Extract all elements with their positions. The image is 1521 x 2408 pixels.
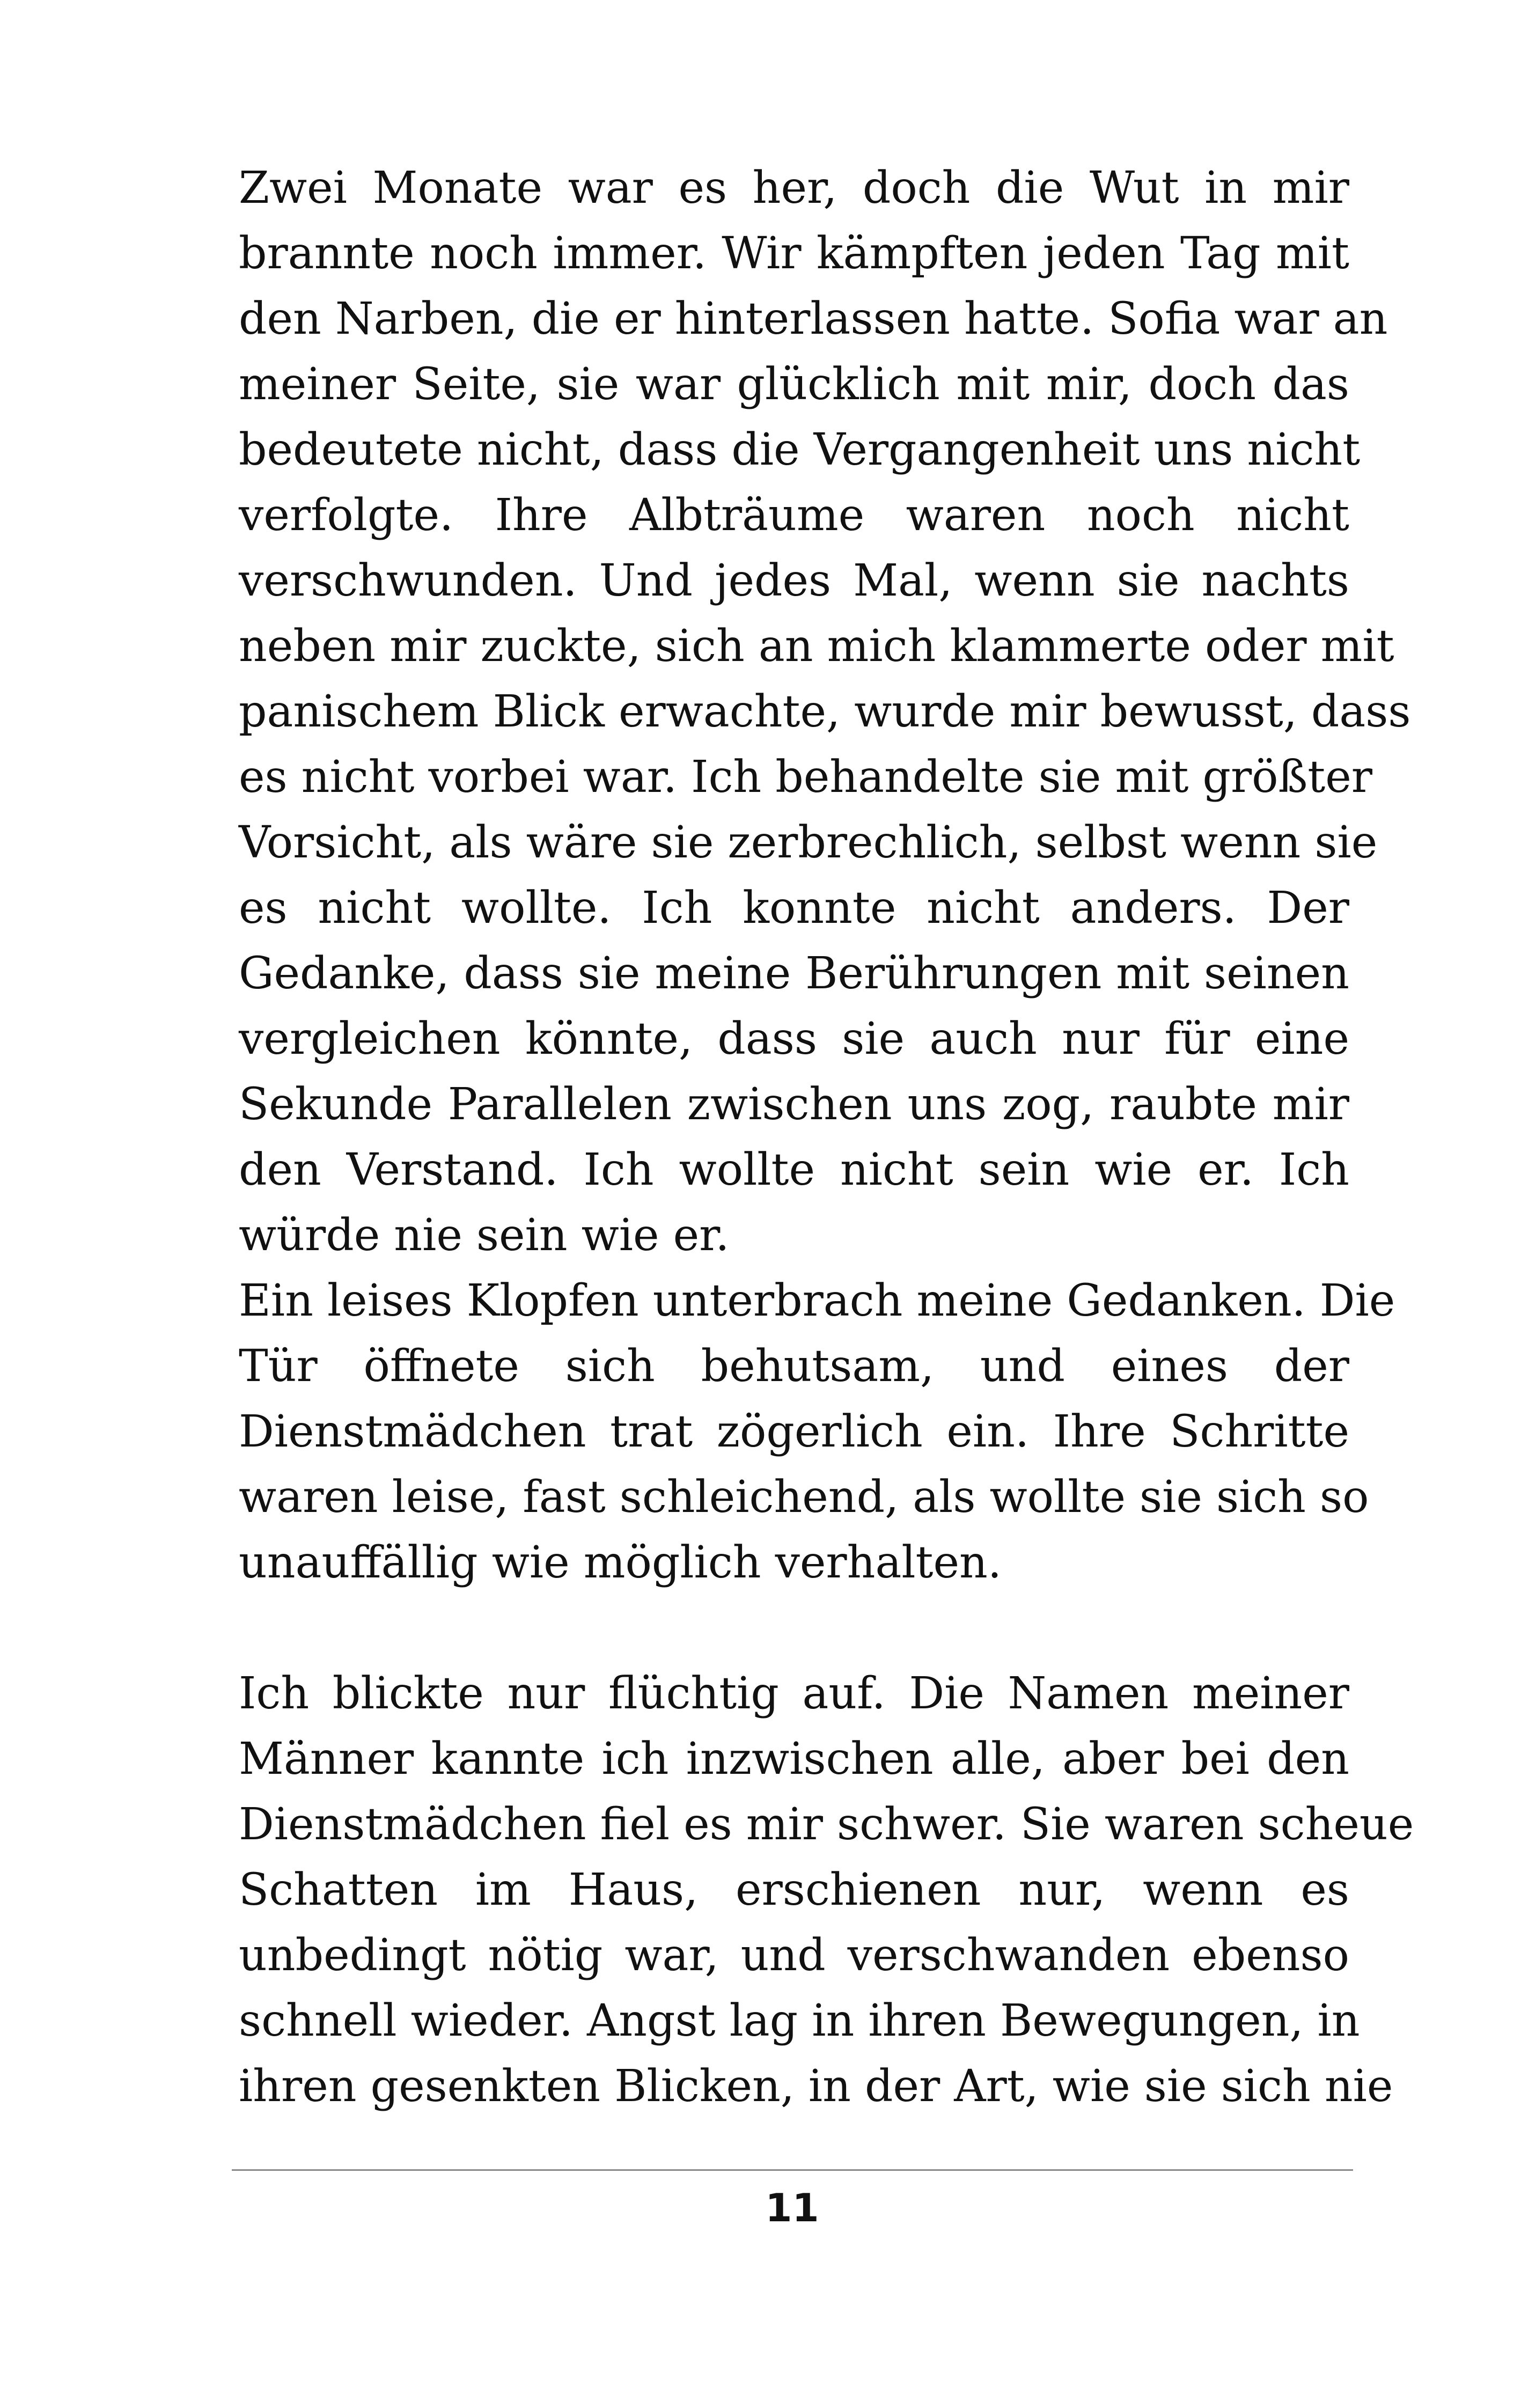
text-line: unauffällig wie möglich verhalten. [239, 1537, 1002, 1588]
text-line: Ich blickte nur flüchtig auf. Die Namen meiner [239, 1668, 1349, 1719]
text-line: waren leise, fast schleichend, als wollte sie sich so [239, 1472, 1369, 1523]
paragraph-gap [239, 1596, 1349, 1661]
text-line: Sekunde Parallelen zwischen uns zog, raubte mir [239, 1079, 1349, 1130]
text-line: Zwei Monate war es her, doch die Wut in mir [239, 163, 1349, 214]
text-line: verfolgte. Ihre Albträume waren noch nicht [239, 490, 1349, 541]
text-line: neben mir zuckte, sich an mich klammerte oder mit [239, 621, 1394, 672]
text-line: brannte noch immer. Wir kämpften jeden Tag mit [239, 228, 1349, 279]
text-line: es nicht wollte. Ich konnte nicht anders. Der [239, 883, 1349, 934]
footer-divider [232, 2169, 1353, 2171]
text-line: den Verstand. Ich wollte nicht sein wie er. Ich [239, 1144, 1349, 1195]
body-text [239, 156, 1414, 2119]
text-line: Ein leises Klopfen unterbrach meine Gedanken. Die [239, 1275, 1395, 1326]
text-line: bedeutete nicht, dass die Vergangenheit uns nicht [239, 424, 1361, 475]
text-line: unbedingt nötig war, und verschwanden ebenso [239, 1930, 1349, 1981]
text-line: schnell wieder. Angst lag in ihren Bewegungen, in [239, 1995, 1360, 2046]
text-line: Schatten im Haus, erschienen nur, wenn es [239, 1864, 1349, 1915]
text-line: Dienstmädchen trat zögerlich ein. Ihre Schritte [239, 1406, 1349, 1457]
text-line: Vorsicht, als wäre sie zerbrechlich, selbst wenn sie [239, 817, 1378, 868]
text-line: vergleichen könnte, dass sie auch nur für eine [239, 1014, 1349, 1064]
text-line: Männer kannte ich inzwischen alle, aber bei den [239, 1734, 1349, 1785]
text-line: meiner Seite, sie war glücklich mit mir, doch das [239, 359, 1349, 410]
text-line: Tür öffnete sich behutsam, und eines der [239, 1341, 1349, 1392]
text-line: den Narben, die er hinterlassen hatte. Sofia war an [239, 293, 1388, 344]
text-line: ihren gesenkten Blicken, in der Art, wie sie sich nie [239, 2061, 1393, 2112]
text-line: Dienstmädchen fiel es mir schwer. Sie waren scheue [239, 1799, 1414, 1850]
text-line: verschwunden. Und jedes Mal, wenn sie nachts [239, 555, 1349, 606]
text-line: es nicht vorbei war. Ich behandelte sie mit größter [239, 752, 1372, 803]
text-line: Gedanke, dass sie meine Berührungen mit seinen [239, 948, 1349, 999]
text-line: würde nie sein wie er. [239, 1210, 730, 1261]
page-number: 11 [765, 2185, 819, 2230]
text-line: panischem Blick erwachte, wurde mir bewusst, dass [239, 686, 1411, 737]
